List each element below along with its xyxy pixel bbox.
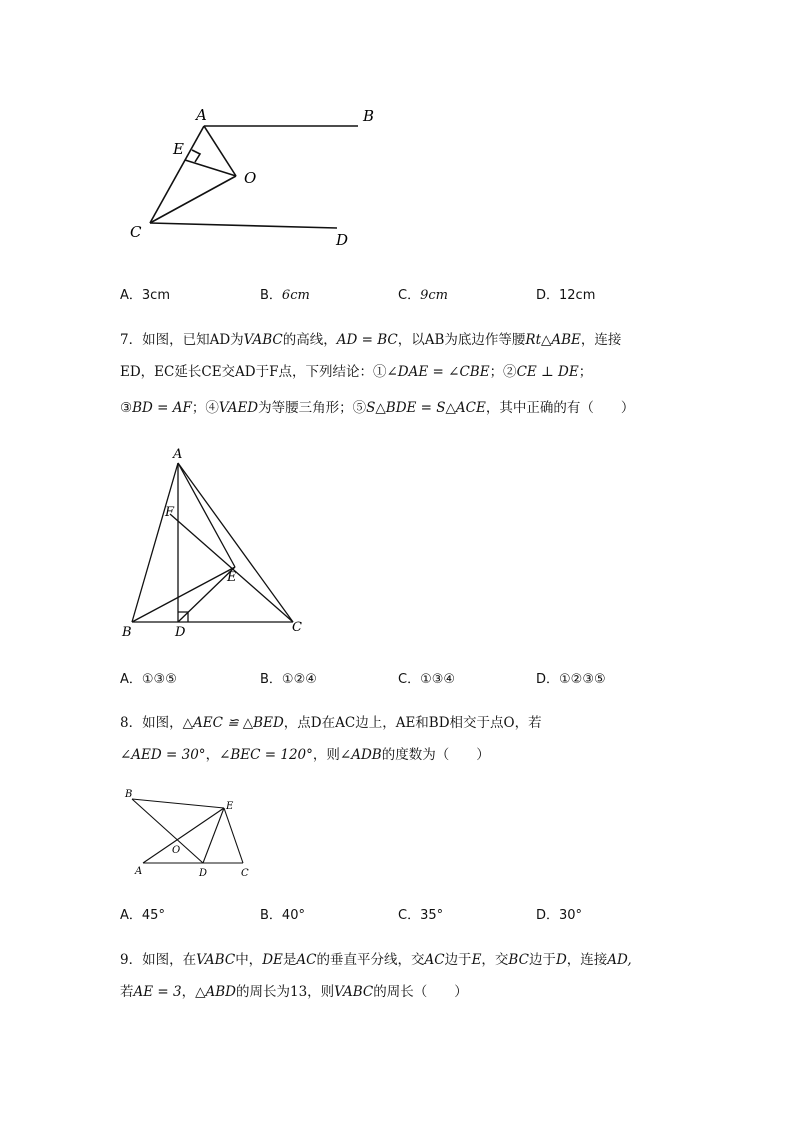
label-C: C — [130, 223, 142, 241]
q6-option-c: C．9cm — [398, 288, 448, 303]
q8-option-c: C．35° — [398, 908, 444, 923]
label-E: E — [173, 140, 184, 158]
label-B: B — [363, 107, 375, 125]
q6-option-b: B．6cm — [260, 288, 310, 303]
q7-label-E: E — [227, 570, 237, 585]
q7-option-c: C．①③④ — [398, 672, 456, 687]
q7-line-3: ③BD = AF；④VAED为等腰三角形；⑤S△BDE = S△ACE，其中正确的有（ ） — [120, 400, 635, 416]
q7-option-b: B．①②④ — [260, 672, 317, 687]
q8-line-1: 8．如图，△AEC ≌ △BED，点D在AC边上，AE和BD相交于点O，若 — [120, 715, 542, 731]
q7-label-D: D — [175, 625, 186, 640]
q7-line-2: ED，EC延长CE交AD于F点，下列结论：①∠DAE = ∠CBE；②CE ⊥ DE； — [120, 364, 593, 380]
q8-label-C: C — [241, 868, 249, 879]
q8-label-B: B — [125, 789, 133, 800]
figure-q7 — [110, 440, 330, 645]
q7-option-d: D．①②③⑤ — [536, 672, 606, 687]
q8-label-A: A — [135, 866, 143, 877]
q7-label-B: B — [122, 625, 132, 640]
label-D: D — [336, 231, 349, 249]
label-O: O — [244, 169, 257, 187]
q8-label-E: E — [226, 801, 234, 812]
q8-option-d: D．30° — [536, 908, 583, 923]
q7-option-a: A．①③⑤ — [120, 672, 177, 687]
q6-option-d: D．12cm — [536, 288, 596, 303]
q7-line-1: 7．如图，已知AD为VABC的高线，AD = BC，以AB为底边作等腰Rt△ABE，连接 — [120, 332, 622, 348]
q8-label-O: O — [172, 845, 181, 856]
label-A: A — [196, 106, 207, 124]
q7-label-F: F — [165, 505, 175, 520]
q8-option-b: B．40° — [260, 908, 305, 923]
q9-line-2: 若AE = 3，△ABD的周长为13，则VABC的周长（ ） — [120, 984, 468, 1000]
q8-line-2: ∠AED = 30°，∠BEC = 120°，则∠ADB的度数为（ ） — [120, 747, 490, 763]
figure-q6 — [120, 100, 400, 260]
figure-q8 — [120, 782, 270, 882]
q7-label-A: A — [173, 447, 183, 462]
q9-line-1: 9．如图，在VABC中，DE是AC的垂直平分线，交AC边于E，交BC边于D，连接AD, — [120, 952, 632, 968]
q8-label-D: D — [199, 868, 208, 879]
q7-label-C: C — [292, 620, 302, 635]
q6-option-a: A．3cm — [120, 288, 170, 303]
q8-option-a: A．45° — [120, 908, 165, 923]
